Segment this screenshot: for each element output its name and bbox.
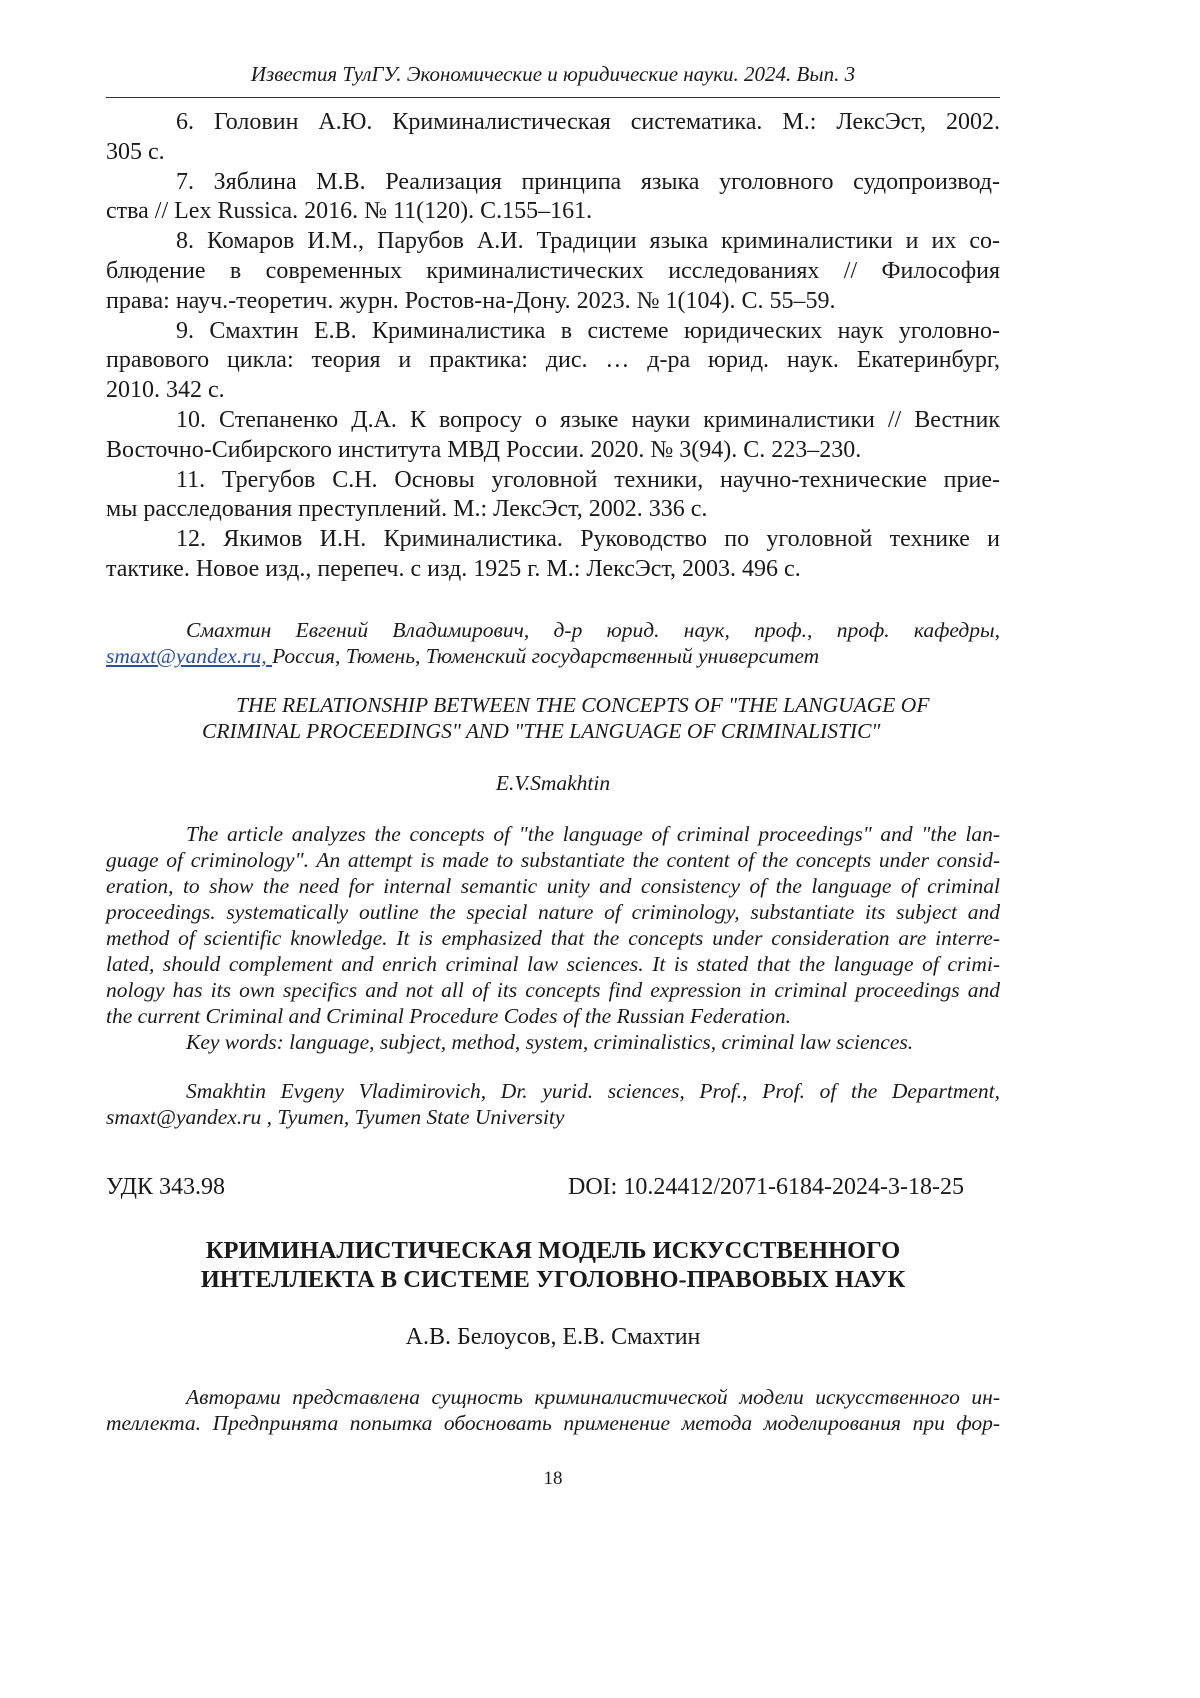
text-line: The article analyzes the concepts of "the language of criminal proceedings" and "the lan- [106,821,1000,847]
english-author-info [106,1078,1000,1130]
english-keywords [106,1029,1000,1055]
text-line: 9. Смахтин Е.В. Криминалистика в системе юридических наук уголовно- [106,317,1000,347]
abstract-line: Авторами представлена сущность криминалистической модели искусственного ин- [106,1384,1000,1410]
author-email-link[interactable]: smaxt@yandex.ru, [106,644,272,668]
abstract-line: теллекта. Предпринята попытка обосновать применение метода моделирования при фор- [106,1410,1000,1436]
text-line: 305 с. [106,138,1000,168]
page-number: 18 [106,1468,1000,1490]
reference-item [106,317,1000,406]
reference-item [106,466,1000,526]
text-line: 12. Якимов И.Н. Криминалистика. Руководство по уголовной технике и [106,525,1000,555]
text-line: 8. Комаров И.М., Парубов А.И. Традиции языка криминалистики и их со- [106,227,1000,257]
author-info-line: smaxt@yandex.ru , Tyumen, Tyumen State University [106,1104,1000,1130]
article-abstract [106,1384,1000,1436]
text-line: Восточно-Сибирского института МВД России. 2020. № 3(94). С. 223–230. [106,436,1000,466]
text-line: the current Criminal and Criminal Procedure Codes of the Russian Federation. [106,1003,1000,1029]
keywords-line: Key words: language, subject, method, system, criminalistics, criminal law sciences. [106,1029,1000,1055]
text-line: блюдение в современных криминалистических исследованиях // Философия [106,257,1000,287]
text-line: lated, should complement and enrich criminal law sciences. It is stated that the language of crimi- [106,951,1000,977]
text-line: nology has its own specifics and not all of its concepts find expression in criminal proceedings and [106,977,1000,1003]
text-line: proceedings. systematically outline the special nature of criminology, substantiate its subject and [106,899,1000,925]
author-info-line [106,643,1000,669]
english-title-line: CRIMINAL PROCEEDINGS" AND "THE LANGUAGE OF CRIMINALISTIC" [106,718,1000,744]
article-title-line: КРИМИНАЛИСТИЧЕСКАЯ МОДЕЛЬ ИСКУССТВЕННОГО [106,1236,1000,1265]
text-line: 6. Головин А.Ю. Криминалистическая систематика. М.: ЛексЭст, 2002. [106,108,1000,138]
text-line: 2010. 342 с. [106,376,1000,406]
text-line: 10. Степаненко Д.А. К вопросу о языке науки криминалистики // Вестник [106,406,1000,436]
author-affiliation: Россия, Тюмень, Тюменский государственный университет [272,644,819,668]
text-line: 11. Трегубов С.Н. Основы уголовной техники, научно-технические прие- [106,466,1000,496]
reference-item [106,525,1000,585]
reference-list [106,108,1000,585]
reference-item [106,406,1000,466]
text-line: права: науч.-теоретич. журн. Ростов-на-Дону. 2023. № 1(104). С. 55–59. [106,287,1000,317]
author-info-ru [106,617,1000,669]
running-header: Известия ТулГУ. Экономические и юридические науки. 2024. Вып. 3 [106,62,1000,87]
header-divider [106,97,1000,98]
udk-doi-row [106,1174,1000,1201]
article-title [106,1236,1000,1294]
text-line: eration, to show the need for internal semantic unity and consistency of the language of criminal [106,873,1000,899]
reference-item [106,108,1000,168]
english-title [106,692,1000,744]
reference-item [106,227,1000,316]
text-line: мы расследования преступлений. М.: ЛексЭст, 2002. 336 с. [106,495,1000,525]
text-line: тактике. Новое изд., перепеч. с изд. 1925 г. М.: ЛексЭст, 2003. 496 с. [106,555,1000,585]
doi: DOI: 10.24412/2071-6184-2024-3-18-25 [568,1174,964,1201]
text-line: 7. Зяблина М.В. Реализация принципа языка уголовного судопроизвод- [106,168,1000,198]
text-line: ства // Lex Russica. 2016. № 11(120). С.155–161. [106,197,1000,227]
article-title-line: ИНТЕЛЛЕКТА В СИСТЕМЕ УГОЛОВНО-ПРАВОВЫХ НАУК [106,1265,1000,1294]
udk: УДК 343.98 [106,1174,225,1200]
english-abstract [106,821,1000,1029]
text-line: method of scientific knowledge. It is emphasized that the concepts under consideration are interre- [106,925,1000,951]
author-info-line: Смахтин Евгений Владимирович, д-р юрид. наук, проф., проф. кафедры, [106,617,1000,643]
text-line: guage of criminology". An attempt is made to substantiate the content of the concepts under consid- [106,847,1000,873]
english-author: E.V.Smakhtin [106,771,1000,796]
author-info-line: Smakhtin Evgeny Vladimirovich, Dr. yurid. sciences, Prof., Prof. of the Department, [106,1078,1000,1104]
reference-item [106,168,1000,228]
text-line: правового цикла: теория и практика: дис. … д-ра юрид. наук. Екатеринбург, [106,346,1000,376]
english-title-line: THE RELATIONSHIP BETWEEN THE CONCEPTS OF "THE LANGUAGE OF [106,692,1000,718]
article-authors: А.В. Белоусов, Е.В. Смахтин [106,1324,1000,1351]
